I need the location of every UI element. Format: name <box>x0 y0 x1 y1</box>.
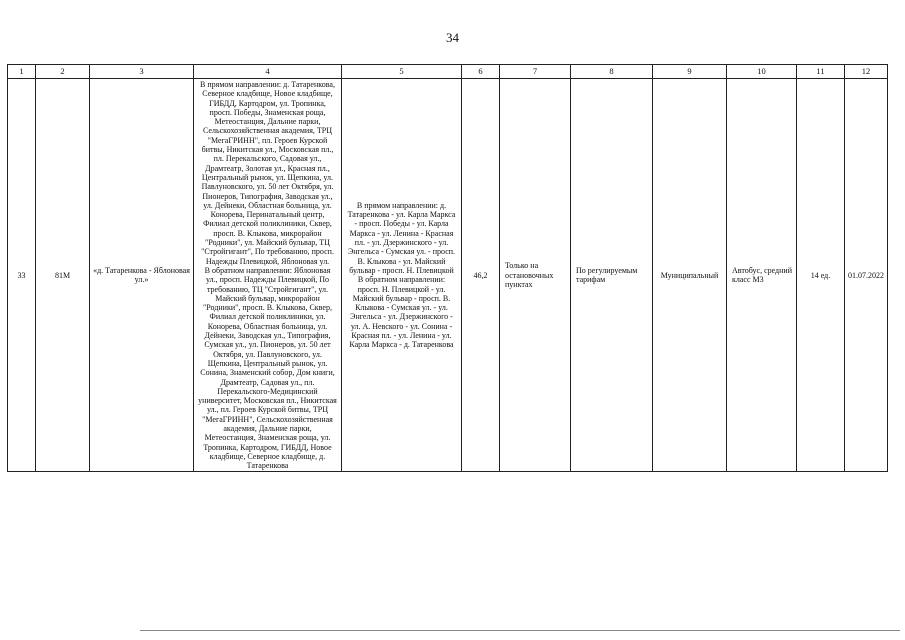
header-row <box>8 65 888 79</box>
cell-vehicle-type: Автобус, средний класс М3 <box>727 79 797 472</box>
col-header-12: 12 <box>845 65 888 79</box>
stops-backward: В обратном направлении: Яблоновая ул., просп. Надежды Плевицкой, По требованию, ТЦ "Стройгигант", ул. Майский бульвар, микрорайон "Родники", просп. В. Клыкова, Сквер, Филиал детской поликлиники, ул. Конорева, Областная больница, ул. Дейнеки, Заводская ул., Типография, Сумская ул., ул. Пионеров, ул. 50 лет Октября, ул. Павлуновского, ул. Щепкина, Центральный рынок, ул. Сонина, Знаменский собор, Дом книги, Драмтеатр, Садовая ул., пл. Перекальского-Медицинский университет, Московская пл., Никитская ул., пл. Героев Курской битвы, ТРЦ "МегаГРИНН", Сельскохозяйственная академия, Дальние парки, Метеостанция, Знаменская роща, ул. Тропинка, Картодром, ГИБДД, Новое кладбище, Северное кладбище, д. Татаренкова <box>198 265 337 471</box>
cell-tariff-type: По регулируемым тарифам <box>571 79 653 472</box>
col-header-2: 2 <box>36 65 90 79</box>
cell-route-name: «д. Татаренкова - Яблоновая ул.» <box>90 79 194 472</box>
cell-stops <box>194 79 342 472</box>
cell-stop-mode: Только на остановочных пунктах <box>500 79 571 472</box>
cell-vehicle-count: 14 ед. <box>797 79 845 472</box>
col-header-6: 6 <box>462 65 500 79</box>
col-header-5: 5 <box>342 65 462 79</box>
col-header-4: 4 <box>194 65 342 79</box>
col-header-9: 9 <box>653 65 727 79</box>
stops-forward: В прямом направлении: д. Татаренкова, Северное кладбище, Новое кладбище, ГИБДД, Картодром, ул. Тропинка, просп. Победы, Знаменская роща, Метеостанция, Дальние парки, Сельскохозяйственная академия, ТРЦ "МегаГРИНН", пл. Героев Курской битвы, Никитская ул., Московская пл., пл. Перекальского, Садовая ул., Драмтеатр, Золотая ул., Красная пл., Центральный рынок, ул. Щепкина, ул. Павлуновского, ул. 50 лет Октября, ул. Пионеров, Типография, Заводская ул., ул. Дейнеки, Областная больница, ул. Конорева, Перинатальный центр, Филиал детской поликлиники, Сквер, просп. В. Клыкова, микрорайон "Родники", ул. Майский бульвар, ТЦ "Стройгигант", По требованию, просп. Надежды Плевицкой, Яблоновая ул. <box>200 80 335 266</box>
cell-length: 46,2 <box>462 79 500 472</box>
streets-forward: В прямом направлении: д. Татаренкова - ул. Карла Маркса - просп. Победы - ул. Карла Маркса - ул. Ленина - Красная пл. - ул. Дзержинского - ул. Энгельса - Сумская ул. - просп. В. Клыкова - ул. Майский бульвар - просп. Н. Плевицкой <box>347 200 456 275</box>
route-register-table <box>7 64 888 472</box>
col-header-8: 8 <box>571 65 653 79</box>
scan-edge-line <box>140 630 900 631</box>
cell-streets <box>342 79 462 472</box>
col-header-7: 7 <box>500 65 571 79</box>
col-header-1: 1 <box>8 65 36 79</box>
col-header-10: 10 <box>727 65 797 79</box>
table-row <box>8 79 888 472</box>
cell-start-date: 01.07.2022 <box>845 79 888 472</box>
page-number: 34 <box>446 30 459 45</box>
col-header-3: 3 <box>90 65 194 79</box>
cell-route-number: 81М <box>36 79 90 472</box>
streets-backward: В обратном направлении: просп. Н. Плевицкой - ул. Майский бульвар - просп. В. Клыкова - Сумская ул. - ул. Энгельса - ул. Дзержинского - ул. А. Невского - ул. Сонина - Красная пл. - ул. Ленина - ул. Карла Маркса - д. Татаренкова <box>349 275 454 350</box>
cell-carrier-type: Муниципальный <box>653 79 727 472</box>
cell-reg-number: 33 <box>8 79 36 472</box>
col-header-11: 11 <box>797 65 845 79</box>
